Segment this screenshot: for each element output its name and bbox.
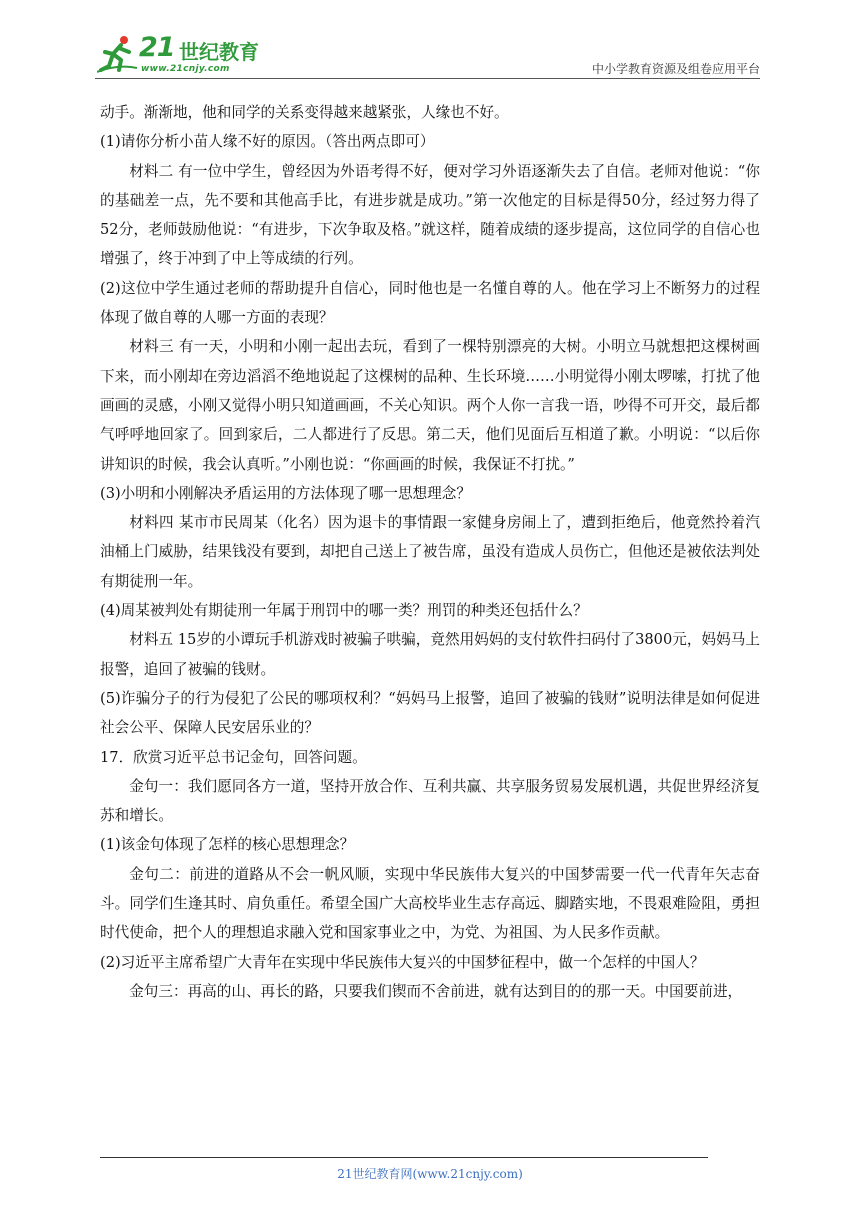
paragraph: (1)请你分析小苗人缘不好的原因。（答出两点即可）	[100, 133, 435, 151]
logo-url: www.21cnjy.com	[141, 64, 230, 74]
paragraph: 17．欣赏习近平总书记金句，回答问题。	[100, 748, 367, 766]
paragraph: 材料二 有一位中学生，曾经因为外语考得不好，便对学习外语逐渐失去了自信。老师对他说：“你的基础差一点，先不要和其他高手比，有进步就是成功。”第一次他定的目标是得50分，经过努力得了52分，老师鼓励他说：“有进步，下次争取及格。”就这样，随着成绩的逐步提高，这位同学的自信心也增强了，终于冲到了中上等成绩的行列。	[100, 162, 760, 268]
footer-link[interactable]: 21世纪教育网(www.21cnjy.com)	[337, 1167, 523, 1181]
paragraph: (2)习近平主席希望广大青年在实现中华民族伟大复兴的中国梦征程中，做一个怎样的中国人？	[100, 953, 705, 971]
paragraph: 金句一：我们愿同各方一道，坚持开放合作、互利共赢、共享服务贸易发展机遇，共促世界经济复苏和增长。	[100, 777, 760, 825]
paragraph: 金句三：再高的山、再长的路，只要我们锲而不舍前进，就有达到目的的那一天。中国要前进，	[129, 982, 743, 1000]
logo	[95, 30, 265, 78]
page-header	[95, 30, 760, 80]
paragraph: (5)诈骗分子的行为侵犯了公民的哪项权利？“妈妈马上报警，追回了被骗的钱财”说明法律是如何促进社会公平、保障人民安居乐业的？	[100, 689, 760, 737]
document-body	[100, 98, 760, 1006]
header-divider	[95, 78, 760, 79]
footer-divider	[100, 1157, 708, 1158]
paragraph: 材料三 有一天，小明和小刚一起出去玩，看到了一棵特别漂亮的大树。小明立马就想把这棵树画下来，而小刚却在旁边滔滔不绝地说起了这棵树的品种、生长环境……小明觉得小刚太啰嗦，打扰了他画画的灵感，小刚又觉得小明只知道画画，不关心知识。两个人你一言我一语，吵得不可开交，最后都气呼呼地回家了。回到家后，二人都进行了反思。第二天，他们见面后互相道了歉。小明说：“以后你讲知识的时候，我会认真听。”小刚也说：“你画画的时候，我保证不打扰。”	[100, 338, 760, 473]
paragraph: 材料四 某市市民周某（化名）因为退卡的事情跟一家健身房闹上了，遭到拒绝后，他竟然拎着汽油桶上门威胁，结果钱没有要到，却把自己送上了被告席，虽没有造成人员伤亡，但他还是被依法判处有期徒刑一年。	[100, 514, 760, 590]
paragraph: (1)该金句体现了怎样的核心思想理念？	[100, 836, 355, 854]
runner-logo-icon	[97, 34, 137, 74]
logo-name: 世纪教育	[179, 40, 259, 64]
paragraph: 动手。渐渐地，他和同学的关系变得越来越紧张，人缘也不好。	[100, 104, 509, 121]
platform-name: 中小学教育资源及组卷应用平台	[591, 62, 760, 76]
paragraph: 材料五 15岁的小谭玩手机游戏时被骗子哄骗，竟然用妈妈的支付软件扫码付了3800元，妈妈马上报警，追回了被骗的钱财。	[100, 631, 760, 678]
paragraph: (2)这位中学生通过老师的帮助提升自信心，同时他也是一名懂自尊的人。他在学习上不断努力的过程体现了做自尊的人哪一方面的表现？	[100, 279, 760, 327]
paragraph: 金句二：前进的道路从不会一帆风顺，实现中华民族伟大复兴的中国梦需要一代一代青年矢志奋斗。同学们生逢其时、肩负重任。希望全国广大高校毕业生志存高远、脚踏实地，不畏艰难险阻，勇担时代使命，把个人的理想追求融入党和国家事业之中，为党、为祖国、为人民多作贡献。	[100, 865, 760, 942]
logo-number: 21	[139, 32, 175, 63]
paragraph: (3)小明和小刚解决矛盾运用的方法体现了哪一思想理念？	[100, 484, 471, 502]
paragraph: (4)周某被判处有期徒刑一年属于刑罚中的哪一类？刑罚的种类还包括什么？	[100, 602, 588, 620]
